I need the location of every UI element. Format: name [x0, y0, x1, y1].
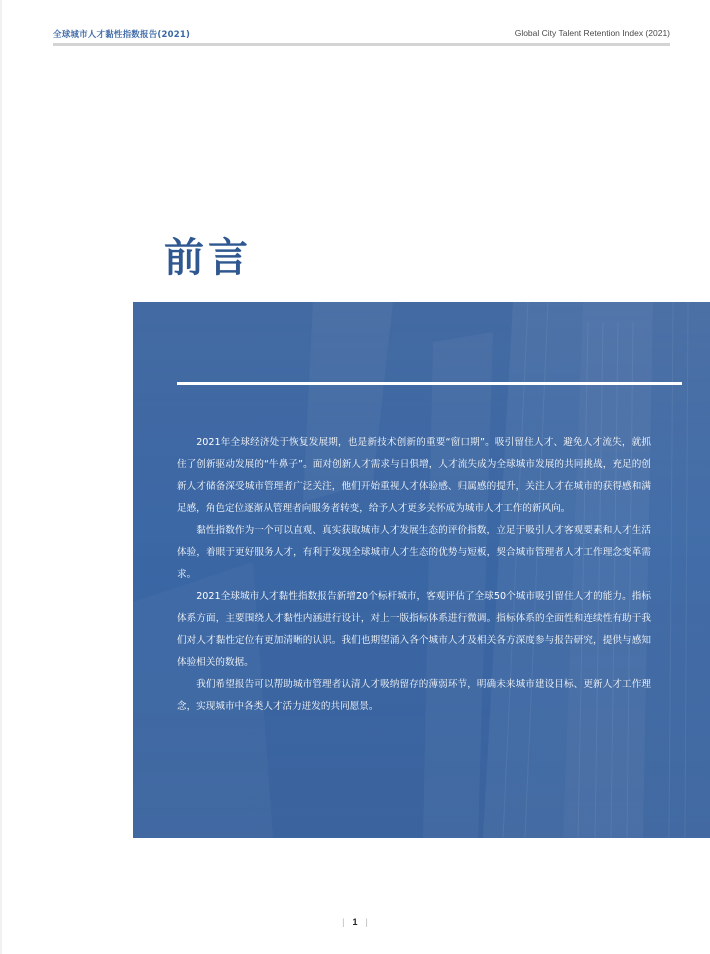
preface-paragraph-2: 黏性指数作为一个可以直观、真实获取城市人才发展生态的评价指数，立足于吸引人才客观要素和人才生活体验，着眼于更好服务人才，有利于发现全球城市人才生态的优势与短板，契合城市管理者人才工作理念变革需求。: [177, 525, 651, 580]
page-footer: [0, 917, 710, 927]
header-report-title-cn: 全球城市人才黏性指数报告(2021): [53, 30, 191, 40]
panel-divider: [177, 382, 682, 385]
page-number: 1: [352, 917, 358, 927]
preface-body: [177, 432, 651, 718]
footer-separator-right: |: [365, 917, 368, 927]
header-report-title-en: Global City Talent Retention Index (2021): [514, 28, 670, 38]
page-title: 前言: [164, 235, 252, 281]
preface-paragraph-4: 我们希望报告可以帮助城市管理者认清人才吸纳留存的薄弱环节，明确未来城市建设目标、更新人才工作理念，实现城市中各类人才活力迸发的共同愿景。: [177, 679, 651, 712]
page-header: [53, 24, 670, 46]
footer-separator-left: |: [342, 917, 345, 927]
header-divider: [53, 43, 670, 46]
page-edge-line: [0, 0, 2, 954]
preface-panel: [133, 302, 710, 838]
preface-paragraph-1: 2021年全球经济处于恢复发展期，也是新技术创新的重要“窗口期”。吸引留住人才、避免人才流失，就抓住了创新驱动发展的“牛鼻子”。面对创新人才需求与日俱增，人才流失成为全球城市发展的共同挑战，充足的创新人才储备深受城市管理者广泛关注，他们开始重视人才体验感、归属感的提升，关注人才在城市的获得感和满足感，角色定位逐渐从管理者向服务者转变，给予人才更多关怀成为城市人才工作的新风向。: [177, 437, 651, 514]
preface-paragraph-3: 2021全球城市人才黏性指数报告新增20个标杆城市，客观评估了全球50个城市吸引留住人才的能力。指标体系方面，主要围绕人才黏性内涵进行设计，对上一版指标体系进行微调。指标体系的全面性和连续性有助于我们对人才黏性定位有更加清晰的认识。我们也期望涌入各个城市人才及相关各方深度参与报告研究，提供与感知体验相关的数据。: [177, 591, 651, 668]
